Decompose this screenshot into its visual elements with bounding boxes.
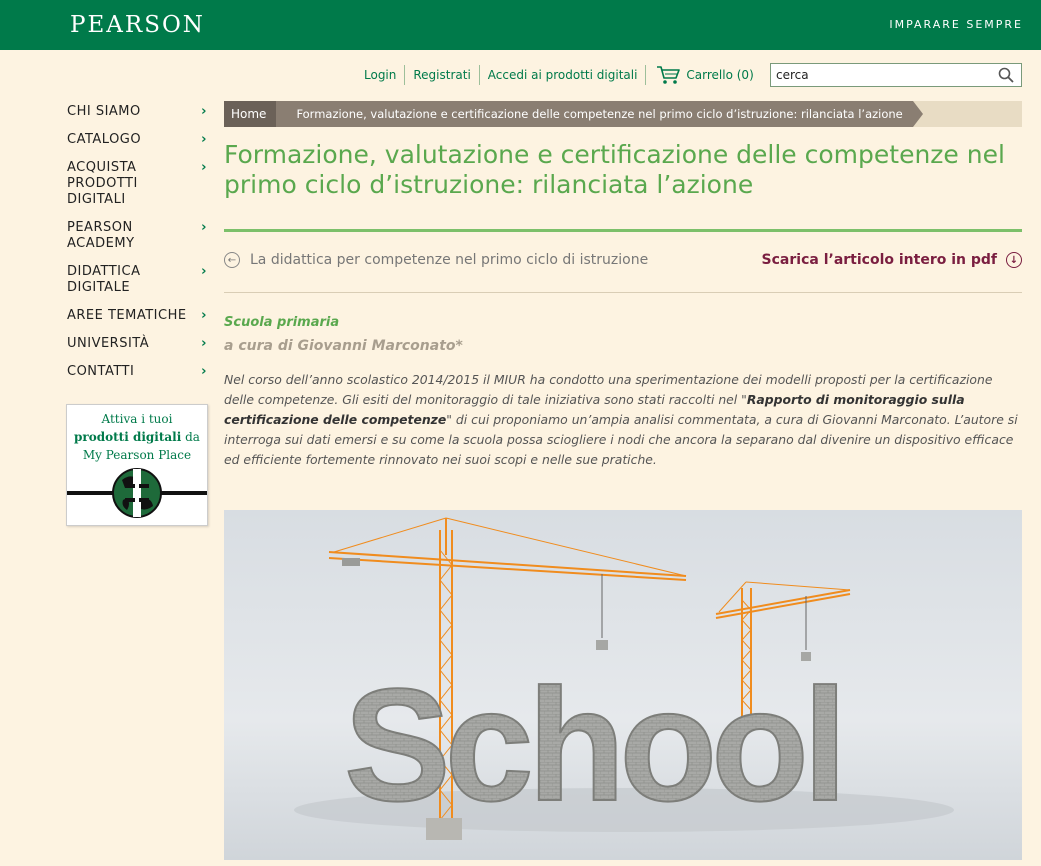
breadcrumb-home[interactable]: Home xyxy=(224,101,276,127)
search-input[interactable] xyxy=(771,65,993,85)
search-box xyxy=(770,63,1022,87)
download-pdf-label: Scarica l’articolo intero in pdf xyxy=(761,252,997,268)
promo-line-2: prodotti digitali da xyxy=(74,430,200,444)
sidebar-item-universita[interactable] xyxy=(67,336,209,352)
breadcrumb-current: Formazione, valutazione e certificazione delle competenze nel primo ciclo d’istruzione: rilanciata l’azione xyxy=(276,101,912,127)
divider xyxy=(224,229,1022,232)
sidebar-item-academy[interactable] xyxy=(67,220,209,252)
sidebar-item-contatti[interactable] xyxy=(67,364,209,380)
article-intro: Nel corso dell’anno scolastico 2014/2015 il MIUR ha condotto una sperimentazione dei modelli proposti per la certificazione delle competenze. Gli esiti del monitoraggio di tale iniziativa sono stati raccolti nel "Rapporto di monitoraggio sulla certificazione delle competenze" di cui proponiamo un’ampia analisi commentata, a cura di Giovanni Marconato. L’autore si interroga sui dati emersi e su come la scuola possa sciogliere i nodi che ancora la separano dal divenire un dispositivo efficace ed efficiente fortemente rinnovato nei suoi scopi e nelle sue pratiche. xyxy=(224,372,1018,467)
sidebar-item-didattica[interactable] xyxy=(67,264,209,296)
previous-article-link[interactable] xyxy=(224,252,648,268)
chevron-right-icon: › xyxy=(201,336,207,351)
sidebar-item-label: CONTATTI xyxy=(67,364,135,379)
previous-article-label: La didattica per competenze nel primo ciclo di istruzione xyxy=(250,252,649,268)
page-title: Formazione, valutazione e certificazione delle competenze nel primo ciclo d’istruzione: rilanciata l’azione xyxy=(224,140,1005,199)
login-link[interactable]: Login xyxy=(356,65,405,85)
top-bar xyxy=(0,0,1041,50)
divider xyxy=(224,292,1022,293)
search-icon xyxy=(998,67,1014,83)
hero-word: School xyxy=(344,655,842,834)
sidebar-item-label: PEARSON ACADEMY xyxy=(67,220,135,251)
chevron-right-icon: › xyxy=(201,264,207,279)
register-link[interactable]: Registrati xyxy=(405,65,479,85)
promo-line-1: Attiva i tuoi xyxy=(101,412,173,426)
utility-nav xyxy=(356,64,754,86)
pearson-logo[interactable]: PEARSON xyxy=(70,12,205,38)
sidebar-item-label: UNIVERSITÀ xyxy=(67,336,150,351)
sidebar-item-label: CATALOGO xyxy=(67,132,142,147)
chevron-right-icon: › xyxy=(201,132,207,147)
tagline: IMPARARE SEMPRE xyxy=(889,18,1023,31)
promo-my-pearson-place[interactable] xyxy=(66,404,208,526)
cart-link[interactable] xyxy=(646,65,753,85)
download-pdf-link[interactable] xyxy=(762,252,1022,268)
sidebar-item-chi-siamo[interactable] xyxy=(67,104,209,120)
sidebar-item-aree[interactable] xyxy=(67,308,209,324)
chevron-right-icon: › xyxy=(201,160,207,175)
digital-products-link[interactable]: Accedi ai prodotti digitali xyxy=(480,65,647,85)
plug-globe-icon xyxy=(67,464,207,522)
download-icon: ↓ xyxy=(1006,252,1022,268)
hero-image xyxy=(224,510,1022,860)
cart-icon xyxy=(656,65,680,85)
sidebar-item-label: CHI SIAMO xyxy=(67,104,141,119)
sidebar-item-label: DIDATTICA DIGITALE xyxy=(67,264,141,295)
subject-label: Scuola primaria xyxy=(224,315,340,330)
sidebar-item-label: ACQUISTA PRODOTTI DIGITALI xyxy=(67,160,138,207)
arrow-left-icon: ← xyxy=(224,252,240,268)
search-button[interactable] xyxy=(993,64,1019,86)
chevron-right-icon: › xyxy=(201,308,207,323)
school-construction-illustration xyxy=(224,510,1022,860)
sidebar-nav xyxy=(67,104,209,392)
breadcrumb xyxy=(224,101,1022,127)
cart-label: Carrello (0) xyxy=(686,68,754,82)
chevron-right-icon: › xyxy=(201,104,207,119)
chevron-right-icon: › xyxy=(201,364,207,379)
sidebar-item-acquista[interactable] xyxy=(67,160,209,208)
author-label: a cura di Giovanni Marconato* xyxy=(224,338,463,354)
chevron-right-icon: › xyxy=(201,220,207,235)
sidebar-item-label: AREE TEMATICHE xyxy=(67,308,187,323)
sidebar-item-catalogo[interactable] xyxy=(67,132,209,148)
promo-line-3: My Pearson Place xyxy=(82,448,192,462)
